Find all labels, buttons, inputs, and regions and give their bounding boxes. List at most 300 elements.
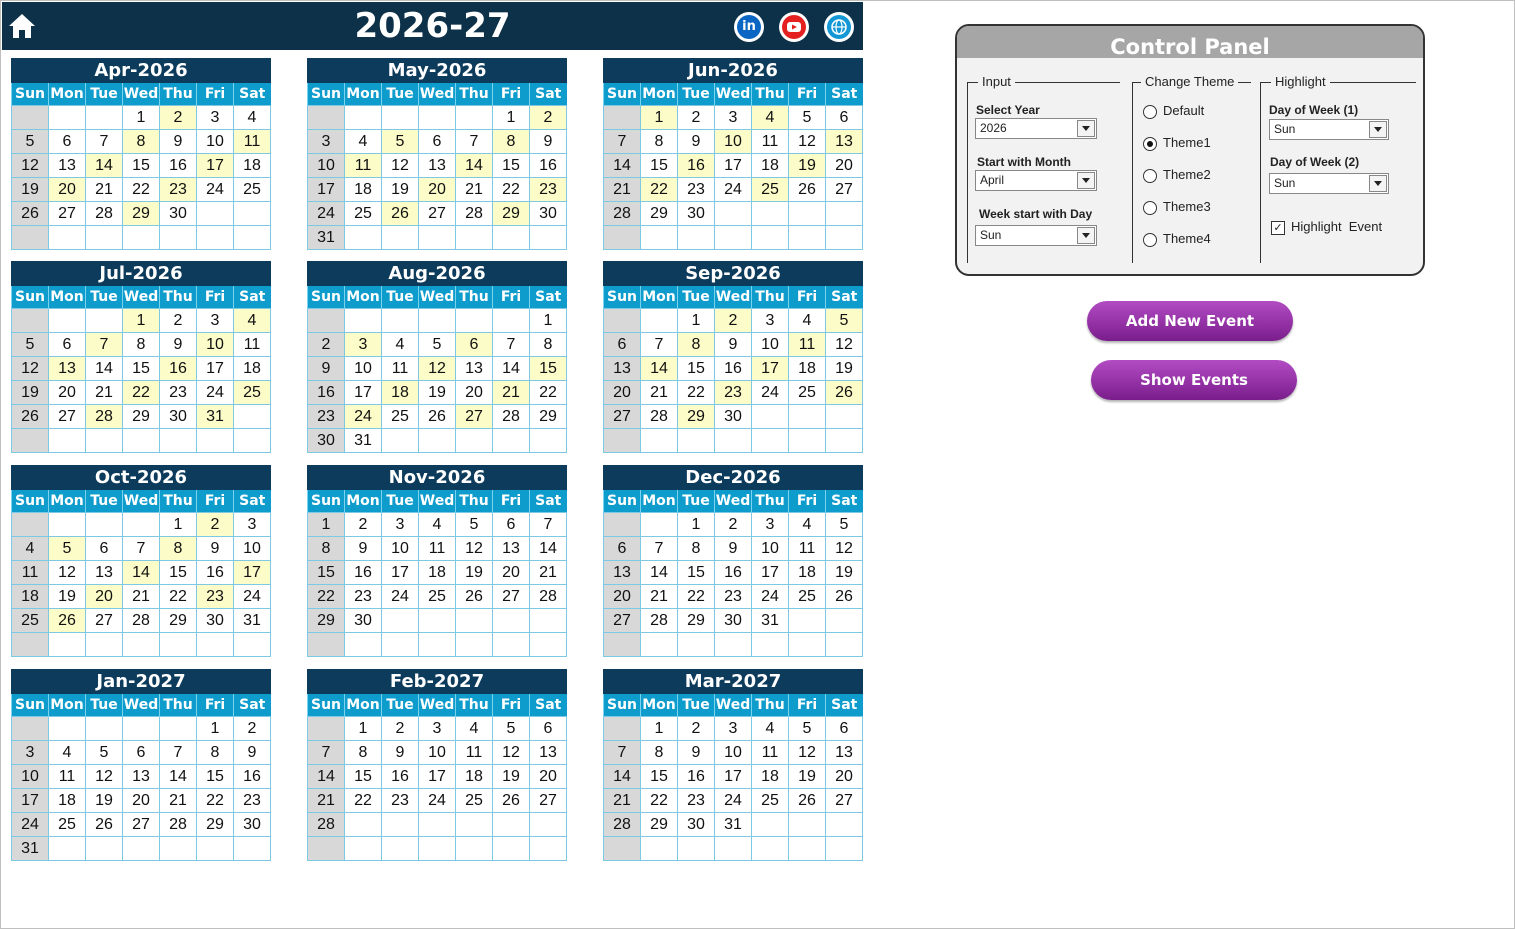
- day-cell[interactable]: 23: [715, 585, 752, 609]
- day-cell[interactable]: 23: [382, 789, 419, 813]
- chevron-down-icon[interactable]: [1369, 175, 1387, 192]
- day-cell[interactable]: [49, 226, 86, 250]
- day-cell[interactable]: 30: [345, 609, 382, 633]
- day-cell[interactable]: [49, 309, 86, 333]
- day-cell[interactable]: 4: [419, 513, 456, 537]
- chevron-down-icon[interactable]: [1077, 227, 1095, 244]
- day-cell[interactable]: 26: [86, 813, 123, 837]
- day-cell[interactable]: 12: [12, 154, 49, 178]
- day-cell[interactable]: 29: [197, 813, 234, 837]
- day-cell[interactable]: 31: [197, 405, 234, 429]
- day-cell[interactable]: 19: [789, 765, 826, 789]
- day-cell[interactable]: 1: [678, 309, 715, 333]
- day-cell[interactable]: 4: [456, 717, 493, 741]
- day-cell[interactable]: 26: [789, 178, 826, 202]
- day-cell[interactable]: 16: [160, 154, 197, 178]
- day-cell[interactable]: [456, 429, 493, 453]
- day-cell[interactable]: 11: [345, 154, 382, 178]
- day-cell[interactable]: 11: [49, 765, 86, 789]
- day-cell[interactable]: [456, 609, 493, 633]
- day-cell[interactable]: 14: [160, 765, 197, 789]
- day-cell[interactable]: [715, 633, 752, 657]
- day-cell[interactable]: 26: [789, 789, 826, 813]
- day-cell[interactable]: 28: [641, 405, 678, 429]
- day-cell[interactable]: [86, 837, 123, 861]
- day-cell[interactable]: 20: [826, 765, 863, 789]
- day-cell[interactable]: 5: [789, 106, 826, 130]
- day-cell[interactable]: 2: [160, 106, 197, 130]
- highlight-event-toggle[interactable]: [1271, 219, 1382, 235]
- day-cell[interactable]: 27: [604, 609, 641, 633]
- day-cell[interactable]: 15: [197, 765, 234, 789]
- day-cell[interactable]: [826, 837, 863, 861]
- day-cell[interactable]: [419, 813, 456, 837]
- day-cell[interactable]: 12: [419, 357, 456, 381]
- day-cell[interactable]: 10: [345, 357, 382, 381]
- day-cell[interactable]: [604, 309, 641, 333]
- day-cell[interactable]: 27: [49, 405, 86, 429]
- day-cell[interactable]: 1: [197, 717, 234, 741]
- day-cell[interactable]: [12, 309, 49, 333]
- day-cell[interactable]: [530, 429, 567, 453]
- day-cell[interactable]: 10: [715, 741, 752, 765]
- day-cell[interactable]: 29: [123, 202, 160, 226]
- day-cell[interactable]: 3: [715, 717, 752, 741]
- day-cell[interactable]: 24: [752, 585, 789, 609]
- day-cell[interactable]: 9: [308, 357, 345, 381]
- day-cell[interactable]: 23: [345, 585, 382, 609]
- day-cell[interactable]: 24: [12, 813, 49, 837]
- day-cell[interactable]: 7: [308, 741, 345, 765]
- day-cell[interactable]: 5: [789, 717, 826, 741]
- day-cell[interactable]: 29: [678, 609, 715, 633]
- day-cell[interactable]: 1: [160, 513, 197, 537]
- day-cell[interactable]: 25: [419, 585, 456, 609]
- week-start-dropdown[interactable]: [975, 225, 1097, 246]
- day-cell[interactable]: [197, 633, 234, 657]
- day-cell[interactable]: 6: [49, 130, 86, 154]
- day-cell[interactable]: 29: [678, 405, 715, 429]
- day-cell[interactable]: 2: [234, 717, 271, 741]
- day-cell[interactable]: 11: [456, 741, 493, 765]
- day-cell[interactable]: 10: [715, 130, 752, 154]
- day-cell[interactable]: 23: [197, 585, 234, 609]
- day-cell[interactable]: 5: [86, 741, 123, 765]
- day-cell[interactable]: 13: [123, 765, 160, 789]
- day-cell[interactable]: 23: [160, 178, 197, 202]
- day-cell[interactable]: 18: [752, 765, 789, 789]
- day-cell[interactable]: 19: [382, 178, 419, 202]
- day-cell[interactable]: 1: [678, 513, 715, 537]
- day-cell[interactable]: 5: [12, 130, 49, 154]
- day-cell[interactable]: [382, 429, 419, 453]
- day-cell[interactable]: [123, 633, 160, 657]
- theme-option-theme4[interactable]: [1143, 231, 1211, 247]
- theme-option-theme1[interactable]: [1143, 135, 1211, 151]
- day-cell[interactable]: 4: [789, 309, 826, 333]
- day-cell[interactable]: 30: [197, 609, 234, 633]
- day-cell[interactable]: [160, 837, 197, 861]
- day-cell[interactable]: 5: [826, 513, 863, 537]
- day-cell[interactable]: 24: [197, 381, 234, 405]
- day-cell[interactable]: 17: [197, 154, 234, 178]
- day-cell[interactable]: [234, 837, 271, 861]
- day-cell[interactable]: 2: [382, 717, 419, 741]
- day-cell[interactable]: 21: [123, 585, 160, 609]
- day-of-week-2-dropdown[interactable]: [1269, 173, 1389, 194]
- radio-button[interactable]: [1143, 105, 1157, 119]
- day-cell[interactable]: 3: [234, 513, 271, 537]
- day-cell[interactable]: 17: [752, 357, 789, 381]
- day-cell[interactable]: 18: [456, 765, 493, 789]
- linkedin-icon[interactable]: [734, 12, 764, 42]
- day-cell[interactable]: 5: [419, 333, 456, 357]
- day-cell[interactable]: 30: [160, 405, 197, 429]
- day-cell[interactable]: 1: [123, 106, 160, 130]
- day-cell[interactable]: 28: [86, 202, 123, 226]
- day-cell[interactable]: 29: [160, 609, 197, 633]
- day-cell[interactable]: 7: [530, 513, 567, 537]
- day-cell[interactable]: 9: [160, 130, 197, 154]
- day-cell[interactable]: [49, 837, 86, 861]
- day-cell[interactable]: 12: [789, 741, 826, 765]
- day-cell[interactable]: 17: [308, 178, 345, 202]
- day-cell[interactable]: 26: [12, 405, 49, 429]
- day-cell[interactable]: 19: [493, 765, 530, 789]
- day-cell[interactable]: [456, 309, 493, 333]
- day-cell[interactable]: 31: [752, 609, 789, 633]
- day-cell[interactable]: 31: [12, 837, 49, 861]
- day-cell[interactable]: 19: [826, 561, 863, 585]
- day-cell[interactable]: [641, 226, 678, 250]
- day-cell[interactable]: 7: [160, 741, 197, 765]
- day-cell[interactable]: 4: [382, 333, 419, 357]
- day-cell[interactable]: 12: [456, 537, 493, 561]
- day-cell[interactable]: [123, 837, 160, 861]
- day-cell[interactable]: 2: [678, 717, 715, 741]
- day-cell[interactable]: [604, 633, 641, 657]
- day-cell[interactable]: [789, 609, 826, 633]
- day-cell[interactable]: [752, 813, 789, 837]
- day-cell[interactable]: [234, 202, 271, 226]
- day-cell[interactable]: [493, 226, 530, 250]
- day-cell[interactable]: [419, 226, 456, 250]
- day-cell[interactable]: [789, 202, 826, 226]
- day-cell[interactable]: 1: [641, 717, 678, 741]
- day-cell[interactable]: 3: [197, 309, 234, 333]
- day-cell[interactable]: 27: [604, 405, 641, 429]
- day-cell[interactable]: 18: [12, 585, 49, 609]
- day-cell[interactable]: 20: [49, 381, 86, 405]
- day-cell[interactable]: 20: [419, 178, 456, 202]
- day-cell[interactable]: 8: [678, 537, 715, 561]
- day-cell[interactable]: 20: [86, 585, 123, 609]
- day-cell[interactable]: 20: [123, 789, 160, 813]
- day-cell[interactable]: [197, 202, 234, 226]
- day-cell[interactable]: 15: [493, 154, 530, 178]
- day-cell[interactable]: 2: [715, 309, 752, 333]
- day-cell[interactable]: [641, 309, 678, 333]
- day-cell[interactable]: 15: [641, 154, 678, 178]
- day-cell[interactable]: [530, 609, 567, 633]
- day-cell[interactable]: [789, 405, 826, 429]
- highlight-event-checkbox[interactable]: ✓: [1271, 221, 1285, 235]
- day-cell[interactable]: 27: [86, 609, 123, 633]
- day-cell[interactable]: 26: [12, 202, 49, 226]
- day-cell[interactable]: [419, 837, 456, 861]
- day-cell[interactable]: 29: [308, 609, 345, 633]
- chevron-down-icon[interactable]: [1077, 120, 1095, 137]
- day-cell[interactable]: 11: [789, 537, 826, 561]
- day-cell[interactable]: 9: [382, 741, 419, 765]
- day-cell[interactable]: 4: [234, 106, 271, 130]
- day-cell[interactable]: 16: [715, 357, 752, 381]
- day-cell[interactable]: 12: [826, 333, 863, 357]
- day-cell[interactable]: [604, 106, 641, 130]
- day-cell[interactable]: 3: [12, 741, 49, 765]
- day-cell[interactable]: 22: [678, 381, 715, 405]
- add-new-event-button[interactable]: Add New Event: [1087, 301, 1293, 341]
- day-cell[interactable]: 14: [86, 154, 123, 178]
- day-cell[interactable]: 21: [456, 178, 493, 202]
- day-cell[interactable]: 9: [715, 537, 752, 561]
- day-cell[interactable]: 1: [345, 717, 382, 741]
- day-cell[interactable]: 27: [826, 789, 863, 813]
- day-cell[interactable]: 11: [234, 130, 271, 154]
- day-cell[interactable]: 27: [826, 178, 863, 202]
- day-cell[interactable]: 3: [345, 333, 382, 357]
- day-cell[interactable]: 9: [530, 130, 567, 154]
- day-cell[interactable]: 30: [308, 429, 345, 453]
- day-cell[interactable]: [493, 309, 530, 333]
- day-cell[interactable]: 6: [86, 537, 123, 561]
- day-cell[interactable]: 7: [604, 741, 641, 765]
- theme-option-default[interactable]: [1143, 103, 1204, 119]
- day-cell[interactable]: [530, 813, 567, 837]
- day-cell[interactable]: 31: [234, 609, 271, 633]
- day-cell[interactable]: [641, 429, 678, 453]
- day-cell[interactable]: 11: [419, 537, 456, 561]
- day-cell[interactable]: 25: [752, 178, 789, 202]
- day-cell[interactable]: [382, 609, 419, 633]
- day-cell[interactable]: 20: [456, 381, 493, 405]
- day-cell[interactable]: 6: [419, 130, 456, 154]
- day-cell[interactable]: [86, 309, 123, 333]
- day-cell[interactable]: [752, 405, 789, 429]
- day-cell[interactable]: 10: [382, 537, 419, 561]
- day-cell[interactable]: 19: [86, 789, 123, 813]
- day-cell[interactable]: 15: [530, 357, 567, 381]
- day-cell[interactable]: 13: [826, 741, 863, 765]
- day-cell[interactable]: 2: [345, 513, 382, 537]
- day-cell[interactable]: [678, 837, 715, 861]
- day-cell[interactable]: [752, 202, 789, 226]
- day-cell[interactable]: 3: [197, 106, 234, 130]
- day-cell[interactable]: 8: [493, 130, 530, 154]
- day-cell[interactable]: 13: [604, 357, 641, 381]
- day-cell[interactable]: [345, 226, 382, 250]
- day-cell[interactable]: 4: [789, 513, 826, 537]
- day-cell[interactable]: 7: [641, 537, 678, 561]
- day-cell[interactable]: [456, 837, 493, 861]
- day-cell[interactable]: 7: [456, 130, 493, 154]
- day-cell[interactable]: 18: [382, 381, 419, 405]
- day-cell[interactable]: 5: [382, 130, 419, 154]
- day-cell[interactable]: [752, 633, 789, 657]
- day-cell[interactable]: [715, 226, 752, 250]
- day-cell[interactable]: 9: [234, 741, 271, 765]
- day-cell[interactable]: [86, 429, 123, 453]
- day-cell[interactable]: 22: [123, 381, 160, 405]
- day-cell[interactable]: [382, 106, 419, 130]
- day-cell[interactable]: 29: [641, 202, 678, 226]
- day-cell[interactable]: 28: [160, 813, 197, 837]
- day-cell[interactable]: 30: [715, 405, 752, 429]
- day-cell[interactable]: 28: [456, 202, 493, 226]
- day-cell[interactable]: [123, 226, 160, 250]
- day-cell[interactable]: 20: [530, 765, 567, 789]
- day-cell[interactable]: 23: [234, 789, 271, 813]
- day-cell[interactable]: [382, 633, 419, 657]
- day-cell[interactable]: [382, 226, 419, 250]
- day-cell[interactable]: 10: [752, 537, 789, 561]
- day-cell[interactable]: 15: [123, 154, 160, 178]
- day-cell[interactable]: 14: [641, 357, 678, 381]
- day-cell[interactable]: 3: [308, 130, 345, 154]
- day-cell[interactable]: 18: [234, 357, 271, 381]
- day-cell[interactable]: [715, 837, 752, 861]
- day-cell[interactable]: 30: [530, 202, 567, 226]
- day-cell[interactable]: 22: [308, 585, 345, 609]
- day-cell[interactable]: 26: [382, 202, 419, 226]
- day-cell[interactable]: 3: [382, 513, 419, 537]
- day-cell[interactable]: 9: [197, 537, 234, 561]
- day-cell[interactable]: 19: [12, 381, 49, 405]
- day-cell[interactable]: 21: [86, 178, 123, 202]
- day-cell[interactable]: 5: [826, 309, 863, 333]
- day-cell[interactable]: 16: [530, 154, 567, 178]
- day-cell[interactable]: [604, 429, 641, 453]
- day-cell[interactable]: [826, 633, 863, 657]
- day-cell[interactable]: 14: [308, 765, 345, 789]
- day-cell[interactable]: 11: [12, 561, 49, 585]
- day-cell[interactable]: [493, 609, 530, 633]
- day-cell[interactable]: 2: [308, 333, 345, 357]
- day-cell[interactable]: 4: [752, 106, 789, 130]
- day-cell[interactable]: 21: [604, 178, 641, 202]
- day-cell[interactable]: 6: [49, 333, 86, 357]
- day-cell[interactable]: [12, 429, 49, 453]
- day-cell[interactable]: 21: [308, 789, 345, 813]
- day-cell[interactable]: 20: [604, 585, 641, 609]
- day-cell[interactable]: 25: [12, 609, 49, 633]
- day-cell[interactable]: 30: [678, 813, 715, 837]
- day-cell[interactable]: 27: [419, 202, 456, 226]
- day-cell[interactable]: 23: [530, 178, 567, 202]
- day-cell[interactable]: 27: [49, 202, 86, 226]
- day-cell[interactable]: 11: [789, 333, 826, 357]
- day-cell[interactable]: 16: [197, 561, 234, 585]
- chevron-down-icon[interactable]: [1077, 172, 1095, 189]
- day-cell[interactable]: [86, 633, 123, 657]
- day-cell[interactable]: 6: [604, 333, 641, 357]
- day-cell[interactable]: 14: [123, 561, 160, 585]
- radio-button[interactable]: [1143, 201, 1157, 215]
- day-cell[interactable]: [493, 633, 530, 657]
- day-cell[interactable]: 14: [86, 357, 123, 381]
- day-cell[interactable]: [678, 429, 715, 453]
- day-cell[interactable]: [789, 813, 826, 837]
- day-cell[interactable]: 18: [789, 357, 826, 381]
- chevron-down-icon[interactable]: [1369, 121, 1387, 138]
- day-cell[interactable]: 20: [49, 178, 86, 202]
- day-cell[interactable]: 11: [234, 333, 271, 357]
- day-cell[interactable]: 28: [86, 405, 123, 429]
- day-cell[interactable]: [752, 837, 789, 861]
- day-cell[interactable]: 14: [456, 154, 493, 178]
- day-cell[interactable]: 15: [641, 765, 678, 789]
- day-cell[interactable]: 8: [160, 537, 197, 561]
- day-cell[interactable]: 28: [604, 202, 641, 226]
- day-cell[interactable]: 24: [308, 202, 345, 226]
- day-cell[interactable]: 25: [789, 381, 826, 405]
- day-cell[interactable]: [160, 717, 197, 741]
- day-cell[interactable]: 25: [752, 789, 789, 813]
- day-cell[interactable]: [789, 633, 826, 657]
- day-cell[interactable]: [308, 633, 345, 657]
- day-cell[interactable]: 29: [493, 202, 530, 226]
- day-cell[interactable]: [678, 633, 715, 657]
- day-cell[interactable]: [382, 837, 419, 861]
- day-cell[interactable]: [123, 513, 160, 537]
- day-cell[interactable]: 9: [715, 333, 752, 357]
- day-cell[interactable]: 17: [715, 765, 752, 789]
- day-cell[interactable]: 3: [419, 717, 456, 741]
- show-events-button[interactable]: Show Events: [1091, 360, 1297, 400]
- day-cell[interactable]: [308, 717, 345, 741]
- day-cell[interactable]: 23: [715, 381, 752, 405]
- day-cell[interactable]: 29: [530, 405, 567, 429]
- day-cell[interactable]: [49, 513, 86, 537]
- day-cell[interactable]: [12, 513, 49, 537]
- day-cell[interactable]: 29: [123, 405, 160, 429]
- day-cell[interactable]: 26: [493, 789, 530, 813]
- day-cell[interactable]: [641, 837, 678, 861]
- day-cell[interactable]: [12, 633, 49, 657]
- day-cell[interactable]: 29: [641, 813, 678, 837]
- day-cell[interactable]: 11: [752, 741, 789, 765]
- day-cell[interactable]: 14: [641, 561, 678, 585]
- day-cell[interactable]: [752, 226, 789, 250]
- day-cell[interactable]: 4: [12, 537, 49, 561]
- day-cell[interactable]: 28: [604, 813, 641, 837]
- day-cell[interactable]: 28: [308, 813, 345, 837]
- day-cell[interactable]: 20: [826, 154, 863, 178]
- day-cell[interactable]: 22: [530, 381, 567, 405]
- day-cell[interactable]: [197, 837, 234, 861]
- day-cell[interactable]: 30: [715, 609, 752, 633]
- day-cell[interactable]: 13: [493, 537, 530, 561]
- day-cell[interactable]: 14: [530, 537, 567, 561]
- day-cell[interactable]: 10: [308, 154, 345, 178]
- day-cell[interactable]: 24: [234, 585, 271, 609]
- day-cell[interactable]: 14: [493, 357, 530, 381]
- day-cell[interactable]: [382, 309, 419, 333]
- day-cell[interactable]: [715, 202, 752, 226]
- day-cell[interactable]: 24: [419, 789, 456, 813]
- day-cell[interactable]: [419, 429, 456, 453]
- day-cell[interactable]: [49, 429, 86, 453]
